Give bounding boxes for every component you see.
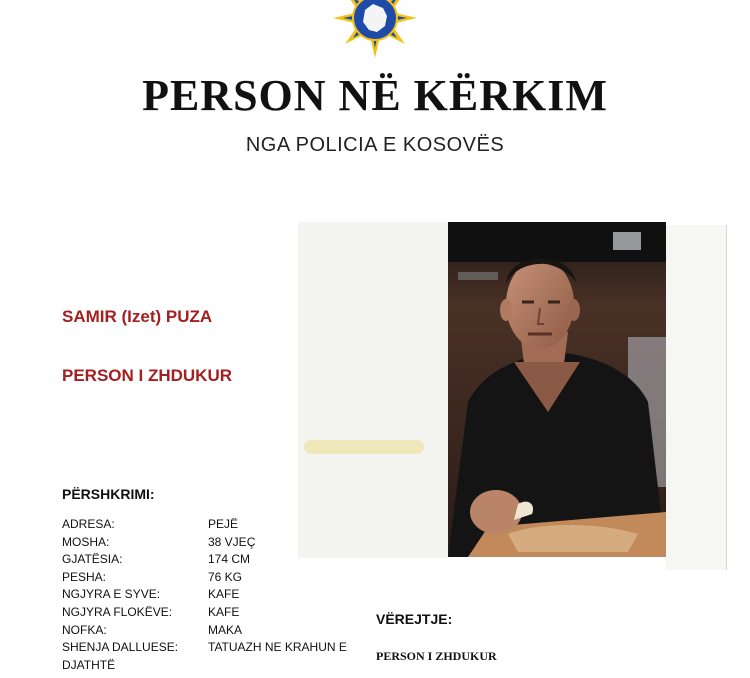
desc-row-nickname — [62, 622, 372, 640]
desc-row-weight — [62, 569, 372, 587]
police-emblem-icon — [322, 0, 428, 62]
desc-value: MAKA — [208, 622, 243, 637]
desc-row-height — [62, 551, 372, 569]
description-heading: PËRSHKRIMI: — [62, 486, 155, 502]
desc-row-age — [62, 534, 372, 552]
desc-value: KAFE — [208, 587, 240, 602]
photo-backdrop — [298, 222, 448, 558]
person-name: SAMIR (Izet) PUZA — [62, 307, 213, 326]
desc-value: 174 CM — [208, 552, 251, 567]
remarks-text: PERSON I ZHDUKUR — [376, 649, 497, 663]
desc-value: KAFE — [208, 604, 240, 619]
desc-value: 76 KG — [208, 569, 243, 584]
desc-label: SHENJA DALLUESE: — [62, 640, 179, 655]
desc-label: ADRESA: — [62, 517, 115, 531]
remarks-heading: VËREJTJE: — [376, 611, 453, 627]
desc-label-continuation: DJATHTË — [62, 657, 116, 672]
desc-row-distinguishing-marks — [62, 639, 372, 657]
desc-label: NGJYRA FLOKËVE: — [62, 604, 173, 619]
desc-row-hair-color — [62, 604, 372, 622]
paper-edge — [666, 225, 727, 570]
desc-value: PEJË — [208, 517, 239, 531]
desc-value: 38 VJEÇ — [208, 534, 256, 549]
desc-value: TATUAZH NE KRAHUN E — [208, 640, 347, 655]
description-table — [62, 516, 372, 674]
desc-row-address — [62, 516, 372, 534]
person-status: PERSON I ZHDUKUR — [62, 366, 233, 385]
desc-label: MOSHA: — [62, 534, 110, 549]
desc-label: NOFKA: — [62, 622, 107, 637]
poster-title: PERSON NË KËRKIM — [142, 71, 608, 120]
desc-label: GJATËSIA: — [62, 552, 123, 567]
missing-person-photo — [448, 222, 666, 557]
poster-subtitle: NGA POLICIA E KOSOVËS — [245, 134, 505, 156]
desc-label: PESHA: — [62, 569, 107, 584]
desc-row-eye-color — [62, 586, 372, 604]
desc-label: NGJYRA E SYVE: — [62, 587, 161, 602]
